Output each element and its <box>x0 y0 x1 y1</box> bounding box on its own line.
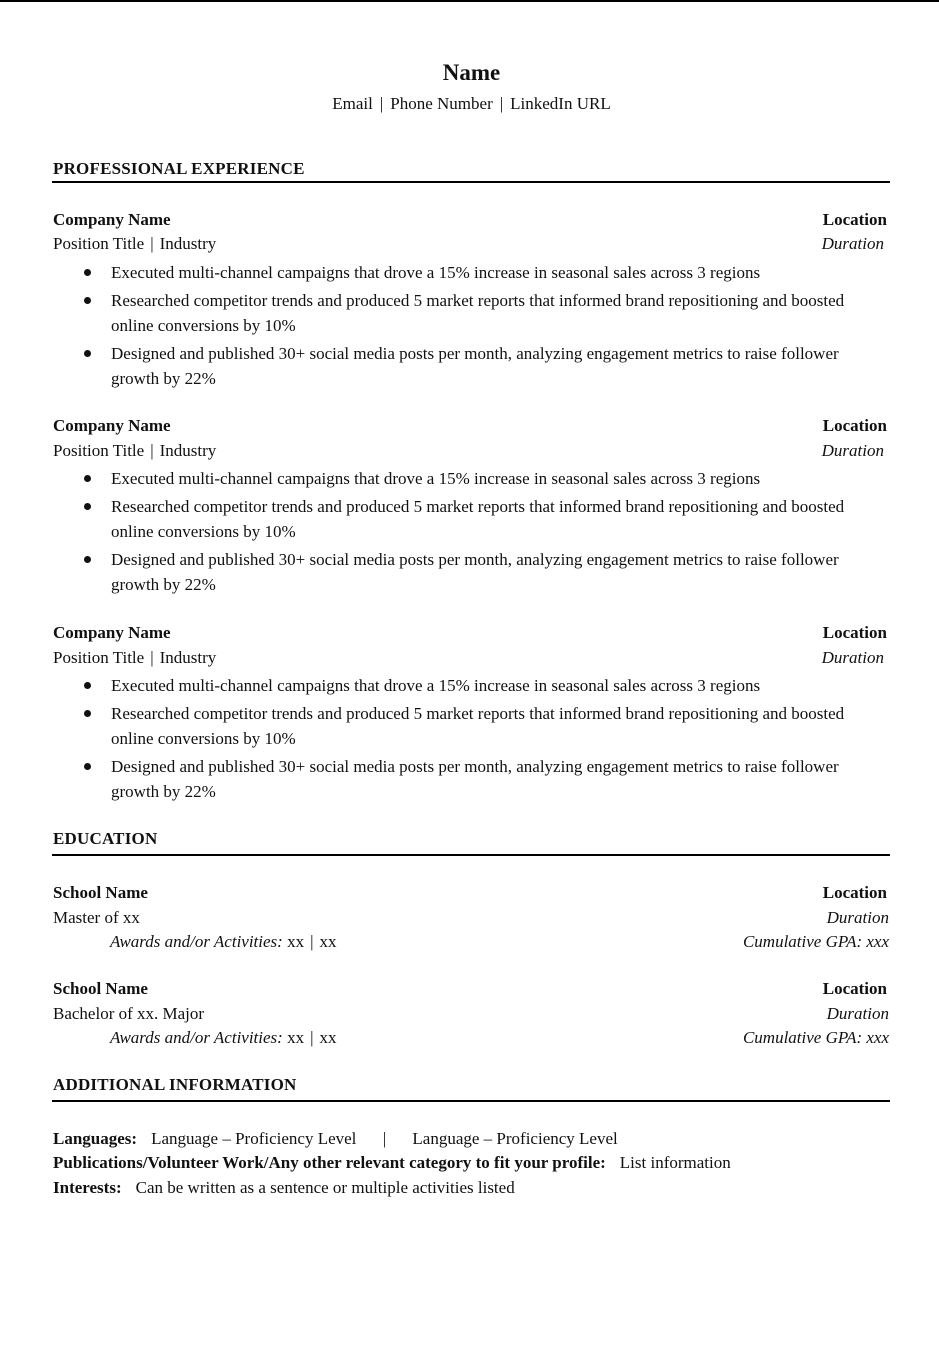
bullet-icon <box>84 710 91 717</box>
company-name: Company Name <box>53 210 171 229</box>
bullet-text: Researched competitor trends and produced 5 market reports that informed brand repositioning and boosted online conversions by 10% <box>111 497 845 541</box>
bullet-text: Designed and published 30+ social media posts per month, analyzing engagement metrics to raise follower growth by 22% <box>111 550 839 594</box>
job-subheader-row <box>53 648 887 670</box>
bullet-icon <box>84 503 91 510</box>
publications-value: List information <box>619 1153 731 1172</box>
job-duration: Duration <box>821 648 884 667</box>
pipe-separator: | <box>310 1028 314 1047</box>
pipe-separator: | <box>310 932 314 951</box>
school-header-row <box>53 979 887 1001</box>
job-header-row <box>53 623 887 645</box>
bullet-text: Executed multi-channel campaigns that drove a 15% increase in seasonal sales across 3 regions <box>111 676 761 695</box>
awards-line <box>110 1028 337 1048</box>
contact-separator: | <box>499 94 504 113</box>
contact-separator: | <box>379 94 384 113</box>
section-rule <box>52 1100 890 1102</box>
section-rule <box>52 854 890 856</box>
candidate-name: Name <box>442 60 501 85</box>
publications-line <box>53 1153 731 1173</box>
bullet-icon <box>84 763 91 770</box>
job-bullet-list <box>53 466 887 600</box>
section-title-additional: ADDITIONAL INFORMATION <box>53 1075 297 1094</box>
interests-value: Can be written as a sentence or multiple activities listed <box>135 1178 515 1197</box>
languages-line <box>53 1129 618 1149</box>
bullet-icon <box>84 350 91 357</box>
school-duration: Duration <box>826 908 889 927</box>
pipe-separator: | <box>150 648 154 667</box>
company-name: Company Name <box>53 623 171 642</box>
position-line <box>53 648 216 668</box>
school-awards-row <box>53 932 889 954</box>
interests-label: Interests: <box>53 1178 122 1197</box>
industry: Industry <box>159 234 217 253</box>
bullet-text: Researched competitor trends and produced 5 market reports that informed brand repositioning and boosted online conversions by 10% <box>111 291 845 335</box>
awards-value: xx <box>319 1028 337 1047</box>
degree: Bachelor of xx. Major <box>53 1004 205 1023</box>
school-awards-row <box>53 1028 889 1050</box>
section-title-education: EDUCATION <box>53 829 158 848</box>
position-line <box>53 234 216 254</box>
job-header-row <box>53 210 887 232</box>
publications-label: Publications/Volunteer Work/Any other relevant category to fit your profile: <box>53 1153 606 1172</box>
position-title: Position Title <box>53 234 145 253</box>
job-duration: Duration <box>821 234 884 253</box>
position-title: Position Title <box>53 648 145 667</box>
job-subheader-row <box>53 234 887 256</box>
interests-line <box>53 1178 515 1198</box>
job-location: Location <box>822 210 887 229</box>
job-duration: Duration <box>821 441 884 460</box>
section-rule <box>52 181 890 183</box>
awards-label: Awards and/or Activities: <box>110 932 283 951</box>
list-item <box>53 288 887 338</box>
list-item <box>53 754 887 804</box>
company-name: Company Name <box>53 416 171 435</box>
list-item <box>53 494 887 544</box>
position-title: Position Title <box>53 441 145 460</box>
job-header-row <box>53 416 887 438</box>
bullet-text: Executed multi-channel campaigns that drove a 15% increase in seasonal sales across 3 regions <box>111 263 761 282</box>
school-duration: Duration <box>826 1004 889 1023</box>
school-degree-row <box>53 908 889 930</box>
job-subheader-row <box>53 441 887 463</box>
position-line <box>53 441 216 461</box>
list-item <box>53 260 887 285</box>
job-bullet-list <box>53 260 887 394</box>
languages-label: Languages: <box>53 1129 138 1148</box>
school-location: Location <box>822 883 887 902</box>
job-bullet-list <box>53 673 887 807</box>
list-item <box>53 547 887 597</box>
school-name: School Name <box>53 979 148 998</box>
bullet-icon <box>84 682 91 689</box>
bullet-text: Designed and published 30+ social media posts per month, analyzing engagement metrics to raise follower growth by 22% <box>111 757 839 801</box>
school-location: Location <box>822 979 887 998</box>
pipe-separator: | <box>150 234 154 253</box>
job-location: Location <box>822 623 887 642</box>
bullet-icon <box>84 297 91 304</box>
job-location: Location <box>822 416 887 435</box>
list-item <box>53 673 887 698</box>
pipe-separator: | <box>150 441 154 460</box>
awards-line <box>110 932 337 952</box>
pipe-separator: | <box>382 1129 387 1148</box>
degree: Master of xx <box>53 908 140 927</box>
bullet-icon <box>84 269 91 276</box>
school-name: School Name <box>53 883 148 902</box>
gpa: Cumulative GPA: xxx <box>742 932 889 951</box>
school-degree-row <box>53 1004 889 1026</box>
list-item <box>53 701 887 751</box>
industry: Industry <box>159 648 217 667</box>
list-item <box>53 341 887 391</box>
contact-email: Email <box>332 94 373 113</box>
list-item <box>53 466 887 491</box>
gpa: Cumulative GPA: xxx <box>742 1028 889 1047</box>
bullet-icon <box>84 556 91 563</box>
bullet-icon <box>84 475 91 482</box>
awards-value: xx <box>287 1028 305 1047</box>
contact-line <box>53 94 890 114</box>
bullet-text: Designed and published 30+ social media posts per month, analyzing engagement metrics to raise follower growth by 22% <box>111 344 839 388</box>
contact-linkedin: LinkedIn URL <box>510 94 611 113</box>
awards-value: xx <box>287 932 305 951</box>
language-item: Language – Proficiency Level <box>412 1129 618 1148</box>
awards-value: xx <box>319 932 337 951</box>
awards-label: Awards and/or Activities: <box>110 1028 283 1047</box>
bullet-text: Executed multi-channel campaigns that drove a 15% increase in seasonal sales across 3 regions <box>111 469 761 488</box>
bullet-text: Researched competitor trends and produced 5 market reports that informed brand repositioning and boosted online conversions by 10% <box>111 704 845 748</box>
school-header-row <box>53 883 887 905</box>
contact-phone: Phone Number <box>390 94 493 113</box>
industry: Industry <box>159 441 217 460</box>
language-item: Language – Proficiency Level <box>151 1129 357 1148</box>
section-title-experience: PROFESSIONAL EXPERIENCE <box>53 159 305 178</box>
